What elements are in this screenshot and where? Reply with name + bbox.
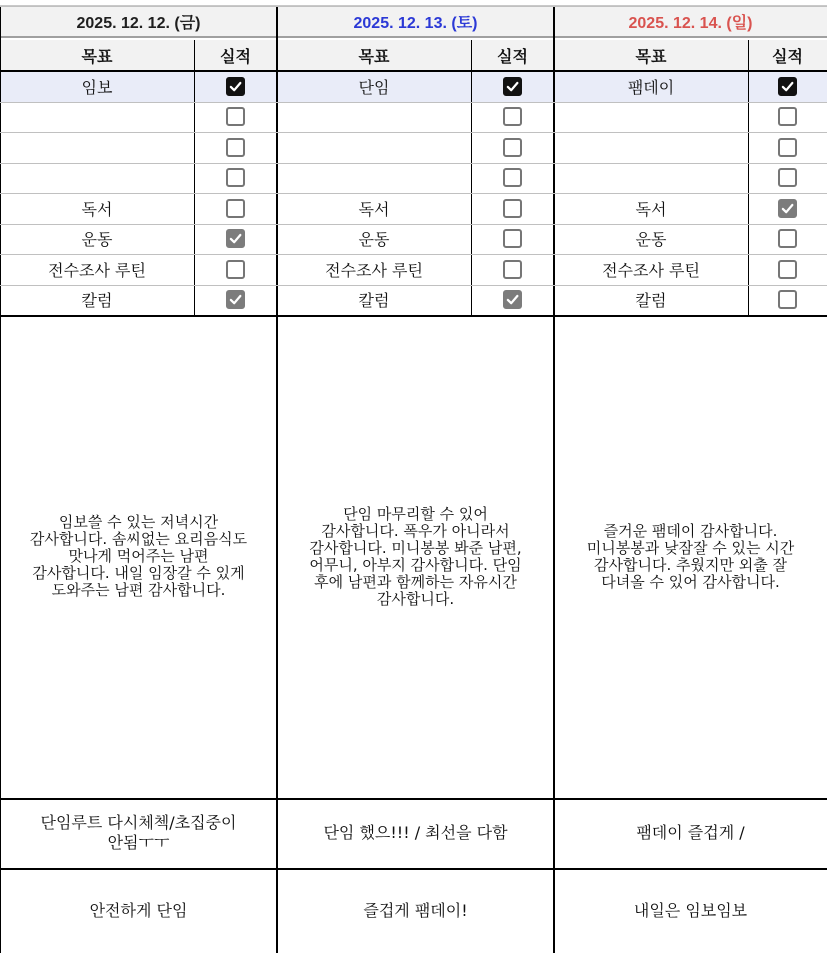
goal-cell[interactable]: 독서 [358, 199, 390, 219]
note-line: 임보쓸 수 있는 저녁시간 [58, 513, 219, 531]
goal-cell[interactable]: 팸데이 [554, 71, 748, 102]
result-cell [194, 102, 277, 133]
review-line: 안됨ㅜㅜ [107, 833, 170, 852]
result-cell [194, 163, 277, 194]
goal-cell[interactable]: 운동 [358, 230, 390, 250]
checkbox[interactable] [226, 229, 245, 248]
checkbox[interactable] [778, 260, 797, 279]
result-cell [748, 163, 827, 194]
checkbox[interactable] [778, 199, 797, 218]
result-column-header: 실적 [748, 40, 827, 71]
checkbox[interactable] [226, 138, 245, 157]
goal-cell[interactable]: 전수조사 루틴 [325, 260, 423, 280]
next-plan-cell[interactable]: 내일은 임보임보 [633, 900, 748, 920]
date-header-1: 2025. 12. 13. (토) [277, 6, 554, 38]
result-cell [748, 102, 827, 133]
grid-line [0, 6, 1, 953]
result-cell [471, 163, 554, 194]
result-cell [194, 254, 277, 285]
goal-cell[interactable]: 칼럼 [358, 291, 390, 311]
checkbox[interactable] [503, 260, 522, 279]
checkbox[interactable] [778, 168, 797, 187]
date-header-0: 2025. 12. 12. (금) [0, 6, 277, 38]
review-line: 단임루트 다시체첵/초집중이 [40, 813, 237, 832]
checkbox[interactable] [226, 199, 245, 218]
review-line: 단임 했으!!! / 최선을 다함 [323, 823, 508, 842]
gratitude-note-text [587, 523, 794, 591]
grid-line [0, 163, 827, 164]
note-line: 감사합니다. [376, 589, 455, 608]
result-cell [194, 285, 277, 316]
result-cell [194, 224, 277, 255]
note-line: 감사합니다. 솜씨없는 요리음식도 [29, 530, 248, 548]
gratitude-note-text [309, 506, 521, 608]
note-line: 미니봉봉과 낮잠잘 수 있는 시간 [586, 538, 795, 557]
goal-cell[interactable] [277, 163, 471, 194]
checkbox[interactable] [503, 290, 522, 309]
goal-cell[interactable]: 칼럼 [81, 291, 113, 311]
checkbox[interactable] [778, 138, 797, 157]
result-cell [471, 102, 554, 133]
result-cell [748, 285, 827, 316]
result-cell [194, 193, 277, 224]
goal-cell[interactable] [0, 163, 194, 194]
grid-line [0, 254, 827, 255]
goal-cell[interactable] [0, 102, 194, 133]
result-cell [471, 254, 554, 285]
goal-cell[interactable]: 전수조사 루틴 [602, 260, 700, 280]
grid-line [0, 285, 827, 286]
next-plan-cell[interactable]: 안전하게 단임 [89, 900, 188, 920]
note-line: 다녀올 수 있어 감사합니다. [601, 572, 780, 591]
review-text [323, 823, 507, 843]
result-cell [748, 193, 827, 224]
grid-line [0, 193, 827, 194]
checkmark-icon [506, 80, 519, 93]
note-line: 단임 마무리할 수 있어 [343, 504, 488, 523]
gratitude-note-text [30, 514, 247, 599]
grid-line [553, 6, 555, 953]
goal-cell[interactable]: 단임 [277, 71, 471, 102]
grid-line [0, 102, 827, 103]
note-line: 도와주는 남편 감사합니다. [51, 581, 226, 599]
review-cell[interactable] [277, 798, 554, 868]
checkbox[interactable] [226, 290, 245, 309]
goal-cell[interactable] [554, 102, 748, 133]
result-cell [471, 285, 554, 316]
grid-line [748, 40, 749, 315]
note-line: 감사합니다. 폭우가 아니라서 [321, 521, 510, 540]
goal-cell[interactable] [0, 132, 194, 163]
checkbox[interactable] [503, 168, 522, 187]
result-cell [748, 224, 827, 255]
goal-column-header: 목표 [277, 40, 471, 71]
result-column-header: 실적 [471, 40, 554, 71]
result-cell [471, 71, 554, 102]
date-header-2: 2025. 12. 14. (일) [554, 6, 827, 38]
grid-line [0, 132, 827, 133]
grid-line [0, 6, 827, 7]
checkbox[interactable] [503, 107, 522, 126]
checkbox[interactable] [778, 229, 797, 248]
result-column-header: 실적 [194, 40, 277, 71]
checkbox[interactable] [778, 290, 797, 309]
checkbox[interactable] [226, 168, 245, 187]
checkbox[interactable] [503, 138, 522, 157]
checkmark-icon [781, 202, 794, 215]
grid-line [471, 40, 472, 315]
grid-line [0, 70, 827, 72]
note-line: 감사합니다. 미니봉봉 봐준 남편, [309, 538, 522, 557]
gratitude-note[interactable] [277, 315, 554, 798]
checkmark-icon [506, 293, 519, 306]
result-cell [748, 254, 827, 285]
result-cell [471, 224, 554, 255]
goal-cell[interactable]: 전수조사 루틴 [48, 260, 146, 280]
review-line: 팸데이 즐겁게 / [636, 823, 745, 842]
goal-cell[interactable] [277, 132, 471, 163]
checkmark-icon [781, 80, 794, 93]
result-cell [471, 193, 554, 224]
gratitude-note[interactable] [0, 315, 277, 798]
goal-cell[interactable]: 칼럼 [635, 291, 667, 311]
checkmark-icon [229, 293, 242, 306]
goal-column-header: 목표 [0, 40, 194, 71]
grid-line [0, 224, 827, 225]
review-text [41, 813, 237, 853]
checkmark-icon [229, 80, 242, 93]
goal-cell[interactable]: 독서 [81, 199, 113, 219]
checkbox[interactable] [503, 199, 522, 218]
checkmark-icon [229, 232, 242, 245]
grid-line [0, 868, 827, 870]
goal-column-header: 목표 [554, 40, 748, 71]
grid-line [194, 40, 195, 315]
grid-line [276, 6, 278, 953]
grid-line [0, 798, 827, 800]
result-cell [748, 71, 827, 102]
goal-cell[interactable]: 임보 [0, 71, 194, 102]
grid-line [0, 315, 827, 317]
result-cell [471, 132, 554, 163]
gratitude-note[interactable] [554, 315, 827, 798]
note-line: 맛나게 먹어주는 남편 [68, 547, 209, 565]
note-line: 즐거운 팸데이 감사합니다. [603, 521, 778, 540]
result-cell [194, 132, 277, 163]
result-cell [194, 71, 277, 102]
review-text [636, 823, 744, 843]
checkbox[interactable] [778, 107, 797, 126]
checkbox[interactable] [503, 229, 522, 248]
note-line: 후에 남편과 함께하는 자유시간 [314, 572, 517, 591]
checkbox[interactable] [778, 77, 797, 96]
goal-cell[interactable]: 운동 [81, 230, 113, 250]
checkbox[interactable] [226, 260, 245, 279]
goal-cell[interactable]: 독서 [635, 199, 667, 219]
note-line: 감사합니다. 추웠지만 외출 잘 [594, 555, 787, 574]
review-cell[interactable] [554, 798, 827, 868]
goal-cell[interactable] [277, 102, 471, 133]
checkbox[interactable] [226, 107, 245, 126]
goal-cell[interactable] [554, 132, 748, 163]
note-line: 어무니, 아부지 감사합니다. 단임 [309, 555, 522, 574]
goal-cell[interactable]: 운동 [635, 230, 667, 250]
next-plan-cell[interactable]: 즐겁게 팸데이! [363, 900, 468, 920]
result-cell [748, 132, 827, 163]
review-cell[interactable] [0, 798, 277, 868]
note-line: 감사합니다. 내일 임장갈 수 있게 [32, 564, 245, 582]
goal-cell[interactable] [554, 163, 748, 194]
checkbox[interactable] [503, 77, 522, 96]
checkbox[interactable] [226, 77, 245, 96]
